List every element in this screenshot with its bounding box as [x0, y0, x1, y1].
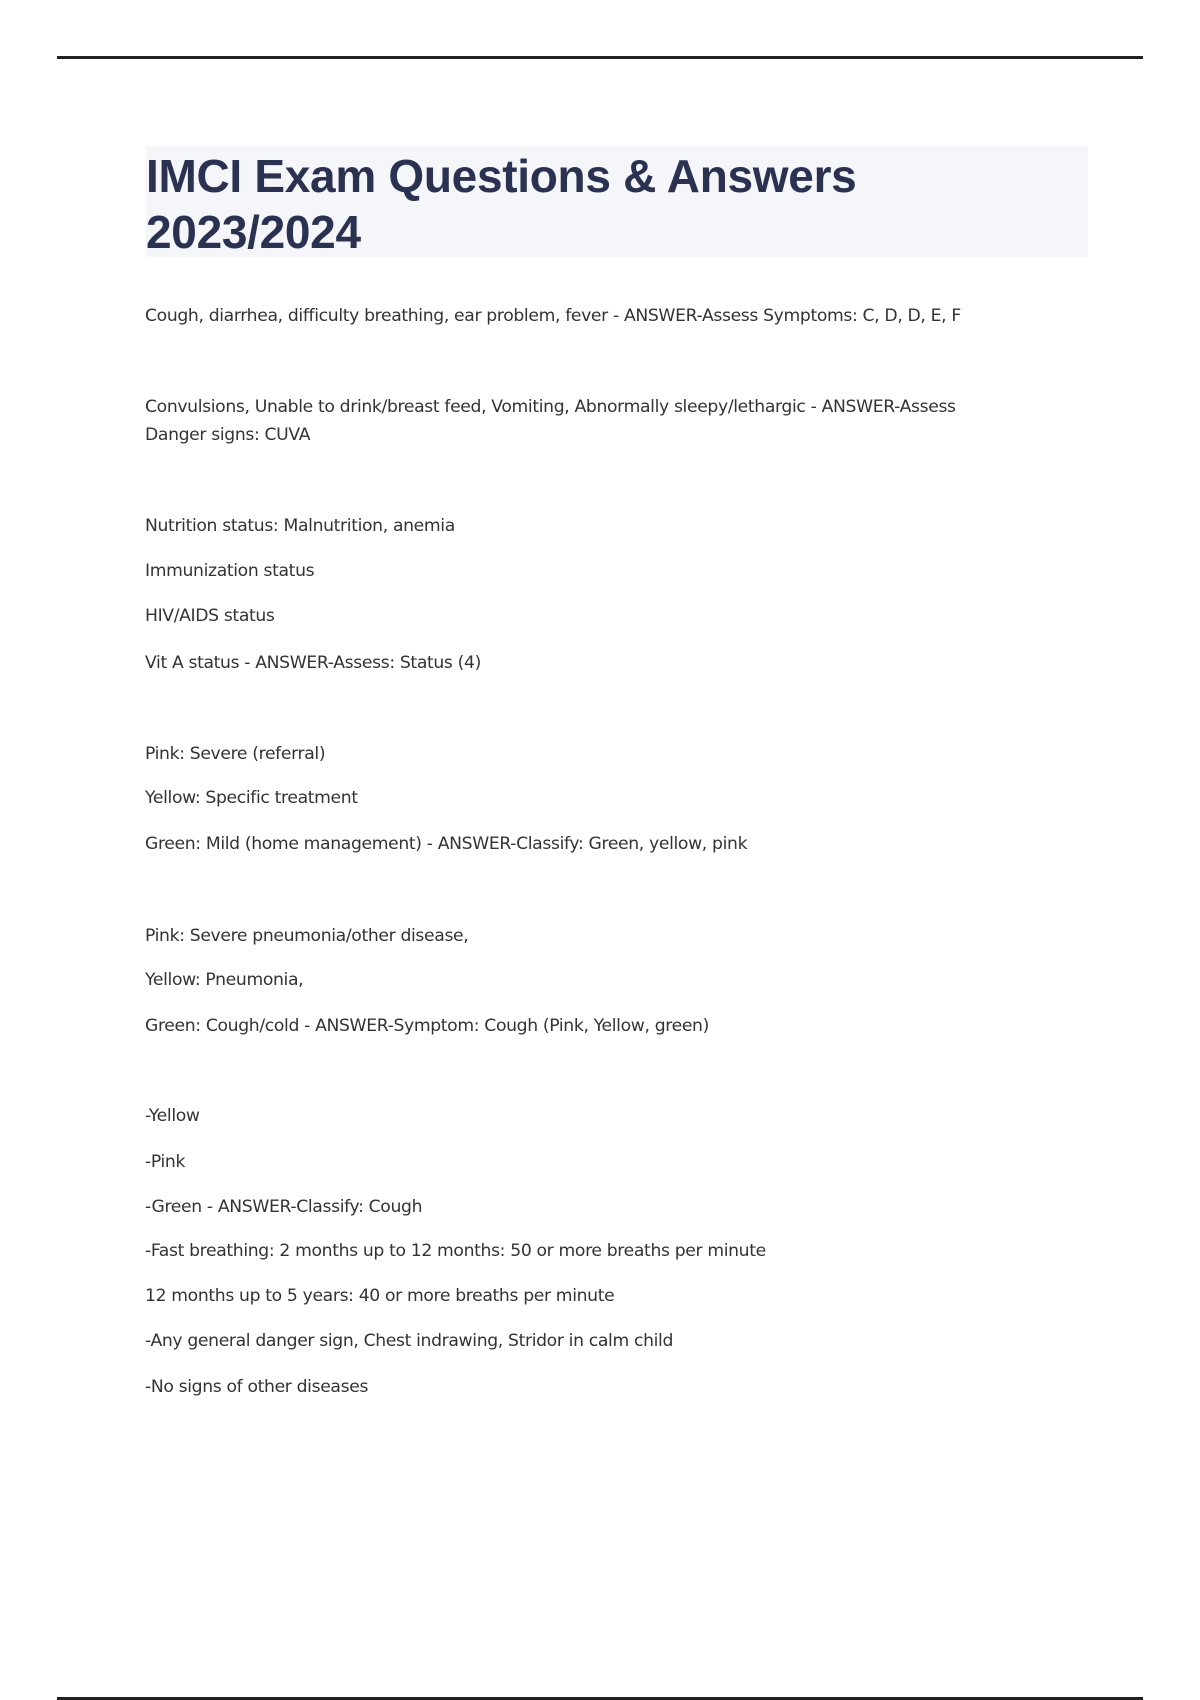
- qa-line: -Fast breathing: 2 months up to 12 months: 50 or more breaths per minute: [145, 1241, 766, 1261]
- qa-line: Green: Mild (home management) - ANSWER-Classify: Green, yellow, pink: [145, 834, 748, 854]
- qa-line: -Any general danger sign, Chest indrawing, Stridor in calm child: [145, 1331, 674, 1351]
- title-line-2: 2023/2024: [146, 206, 361, 258]
- qa-line: -Yellow: [145, 1106, 200, 1126]
- qa-line: Pink: Severe pneumonia/other disease,: [145, 926, 469, 946]
- qa-line: Convulsions, Unable to drink/breast feed, Vomiting, Abnormally sleepy/lethargic - ANSWER-Assess: [145, 397, 956, 417]
- qa-line: HIV/AIDS status: [145, 606, 275, 626]
- title-line-1: IMCI Exam Questions & Answers: [146, 150, 857, 202]
- qa-line: Pink: Severe (referral): [145, 744, 326, 764]
- qa-line: Vit A status - ANSWER-Assess: Status (4): [145, 653, 481, 673]
- qa-line: -No signs of other diseases: [145, 1377, 369, 1397]
- qa-line: Cough, diarrhea, difficulty breathing, ear problem, fever - ANSWER-Assess Symptoms: C, D, D, E, F: [145, 306, 961, 326]
- qa-line: Yellow: Pneumonia,: [145, 970, 304, 990]
- qa-line: 12 months up to 5 years: 40 or more breaths per minute: [145, 1286, 615, 1306]
- qa-line: -Pink: [145, 1152, 186, 1172]
- qa-line: Green: Cough/cold - ANSWER-Symptom: Cough (Pink, Yellow, green): [145, 1016, 709, 1036]
- qa-line: -Green - ANSWER-Classify: Cough: [145, 1197, 423, 1217]
- qa-line: Immunization status: [145, 561, 315, 581]
- qa-line: Danger signs: CUVA: [145, 425, 311, 445]
- document-title: [146, 148, 1086, 260]
- header-rule: [57, 56, 1143, 59]
- qa-line: Yellow: Specific treatment: [145, 788, 358, 808]
- qa-line: Nutrition status: Malnutrition, anemia: [145, 516, 455, 536]
